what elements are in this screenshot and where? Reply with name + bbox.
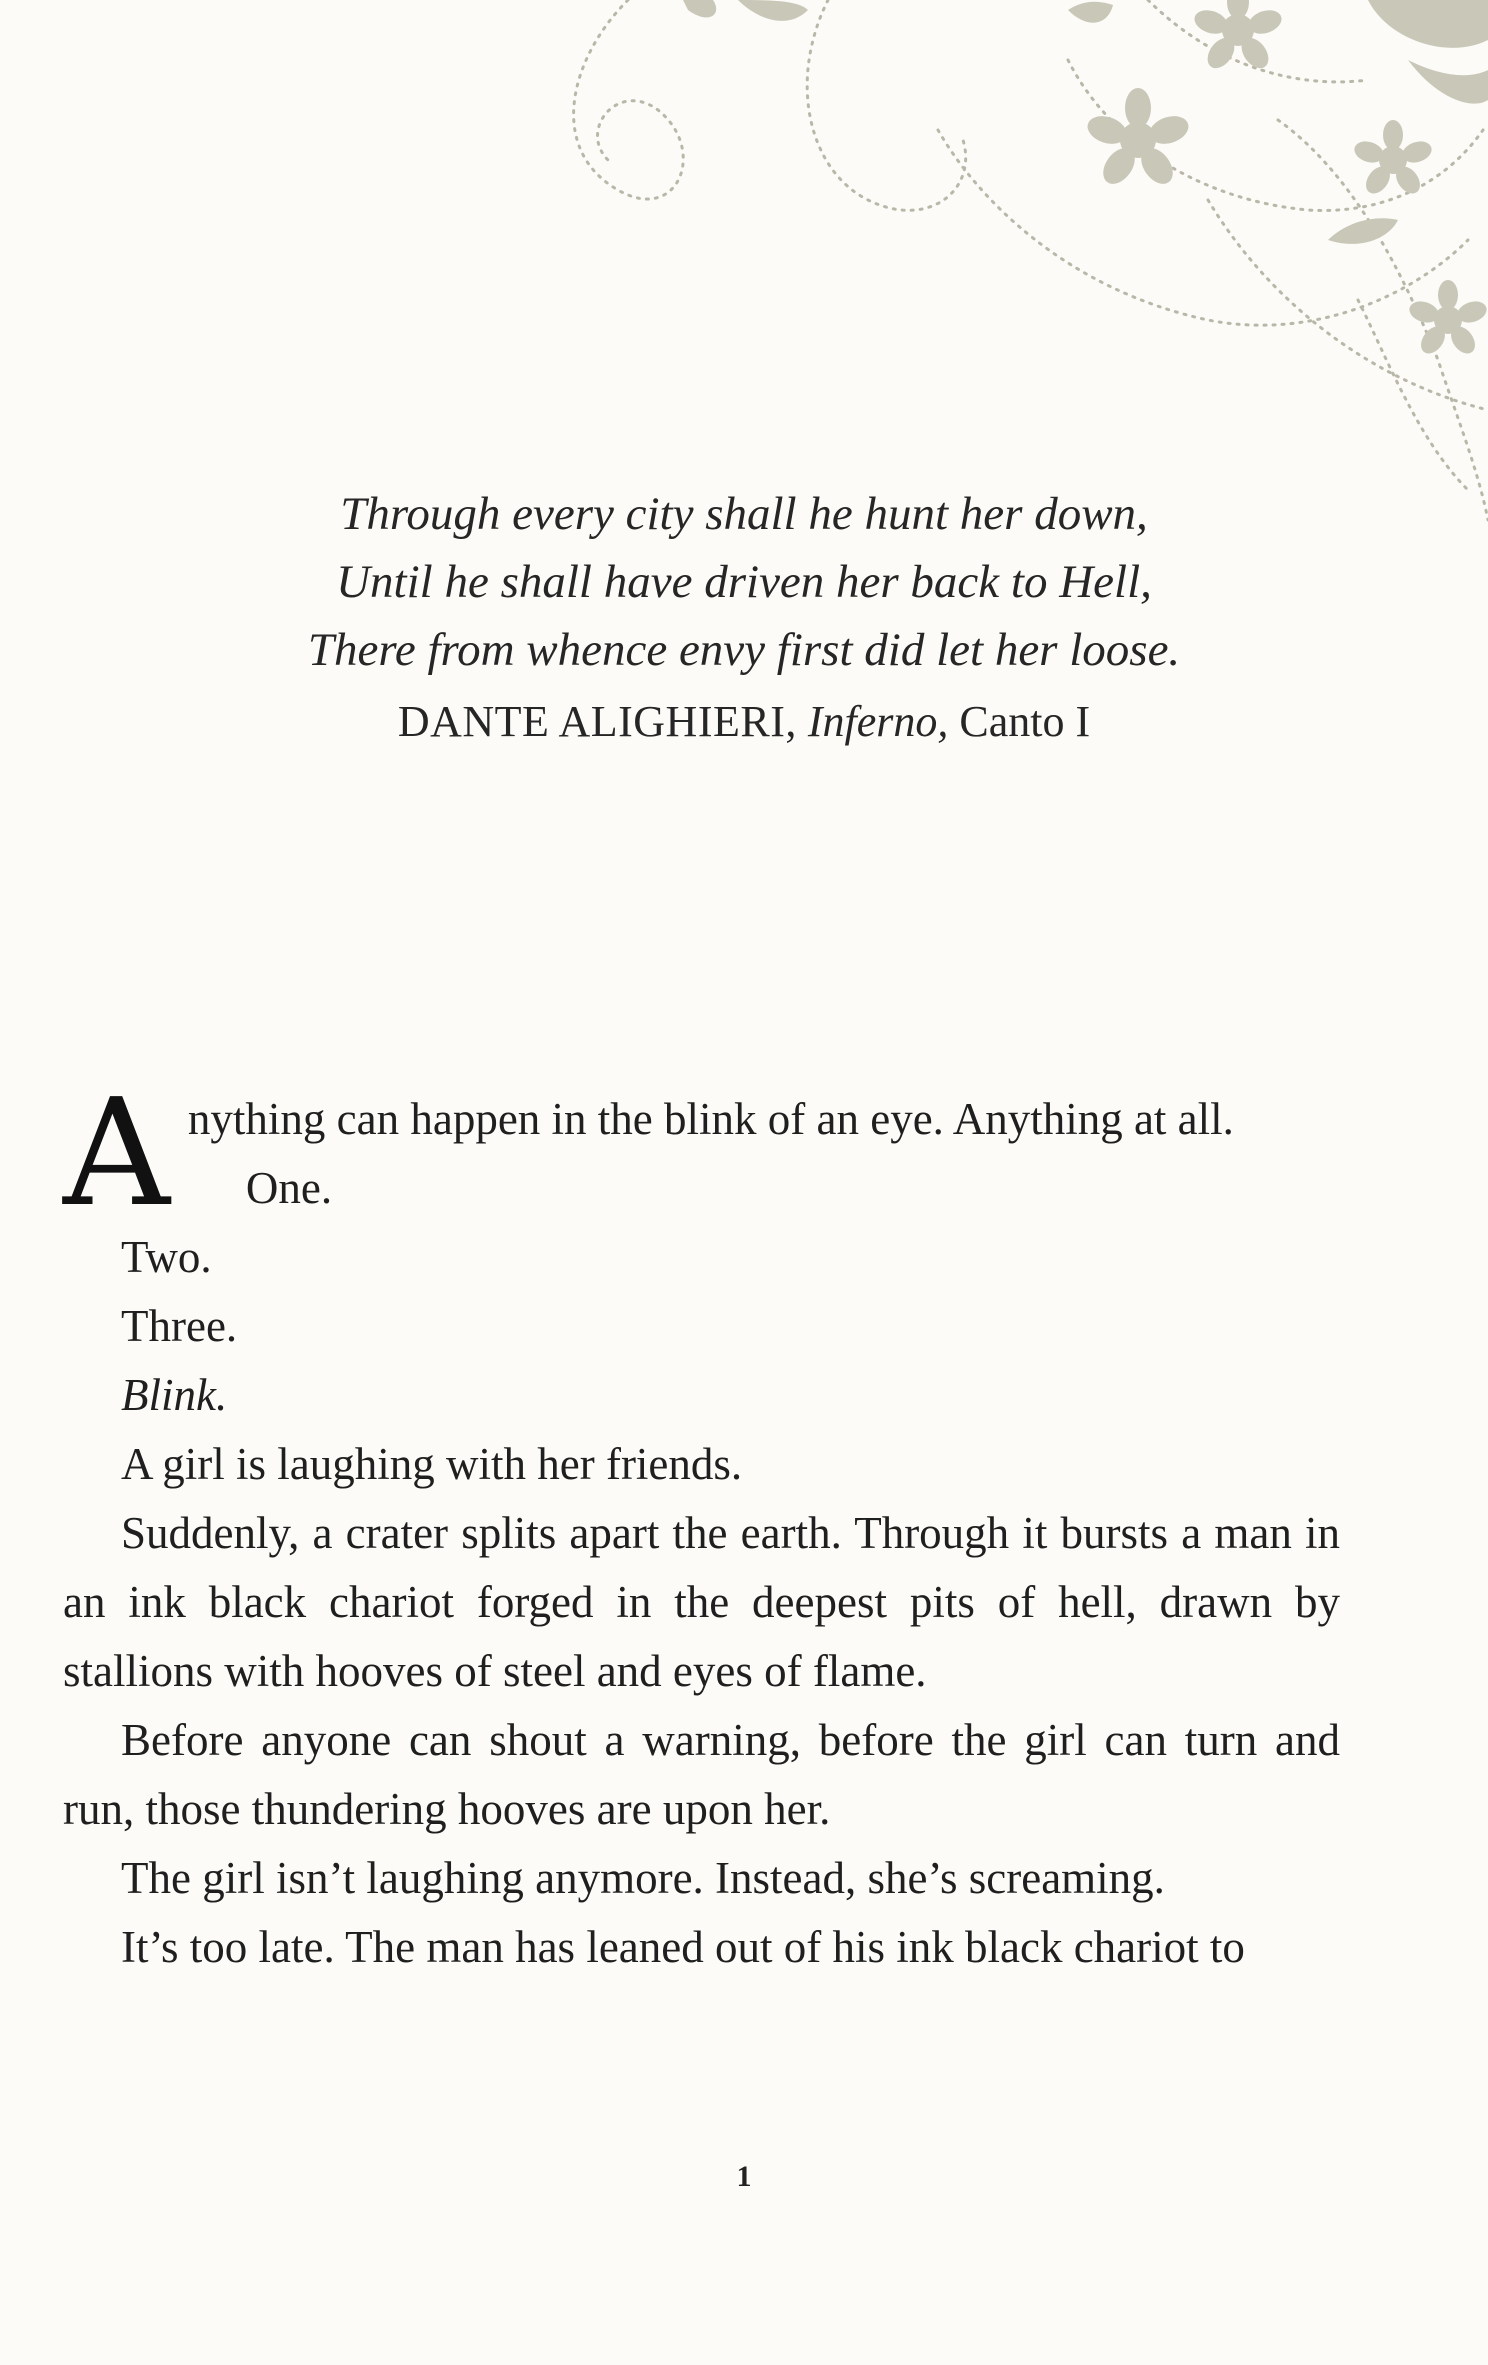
paragraph: A girl is laughing with her friends. bbox=[121, 1439, 743, 1489]
page-number: 1 bbox=[736, 2160, 752, 2193]
epigraph-line: There from whence envy first did let her loose. bbox=[307, 624, 1181, 676]
epigraph-line: Until he shall have driven her back to Hell, bbox=[336, 556, 1152, 608]
paragraph: Suddenly, a crater splits apart the earth. Through it bursts a man in an ink black chariot forged in the deepest pits of hell, drawn by stallions with hooves of steel and eyes of flame. bbox=[63, 1508, 1340, 1696]
epigraph-author: DANTE ALIGHIERI, bbox=[397, 697, 797, 746]
opening-line: nything can happen in the blink of an eye. Anything at all. bbox=[187, 1094, 1234, 1144]
drop-cap: A bbox=[63, 1067, 170, 1239]
paragraph: Two. bbox=[121, 1232, 212, 1282]
epigraph-line: Through every city shall he hunt her down, bbox=[340, 488, 1148, 540]
chapter-text bbox=[63, 1067, 1340, 1982]
epigraph bbox=[0, 480, 1488, 756]
paragraph: Blink. bbox=[121, 1370, 228, 1420]
epigraph-work: Inferno, bbox=[807, 697, 949, 746]
paragraph: Three. bbox=[121, 1301, 238, 1351]
paragraph: Before anyone can shout a warning, before the girl can turn and run, those thundering hooves are upon her. bbox=[63, 1715, 1340, 1834]
paragraph: The girl isn’t laughing anymore. Instead, she’s screaming. bbox=[121, 1853, 1165, 1903]
paragraph: One. bbox=[245, 1163, 333, 1213]
epigraph-section: Canto I bbox=[959, 697, 1091, 746]
epigraph-attribution bbox=[0, 688, 1488, 756]
paragraph: It’s too late. The man has leaned out of his ink black chariot to bbox=[121, 1922, 1245, 1972]
